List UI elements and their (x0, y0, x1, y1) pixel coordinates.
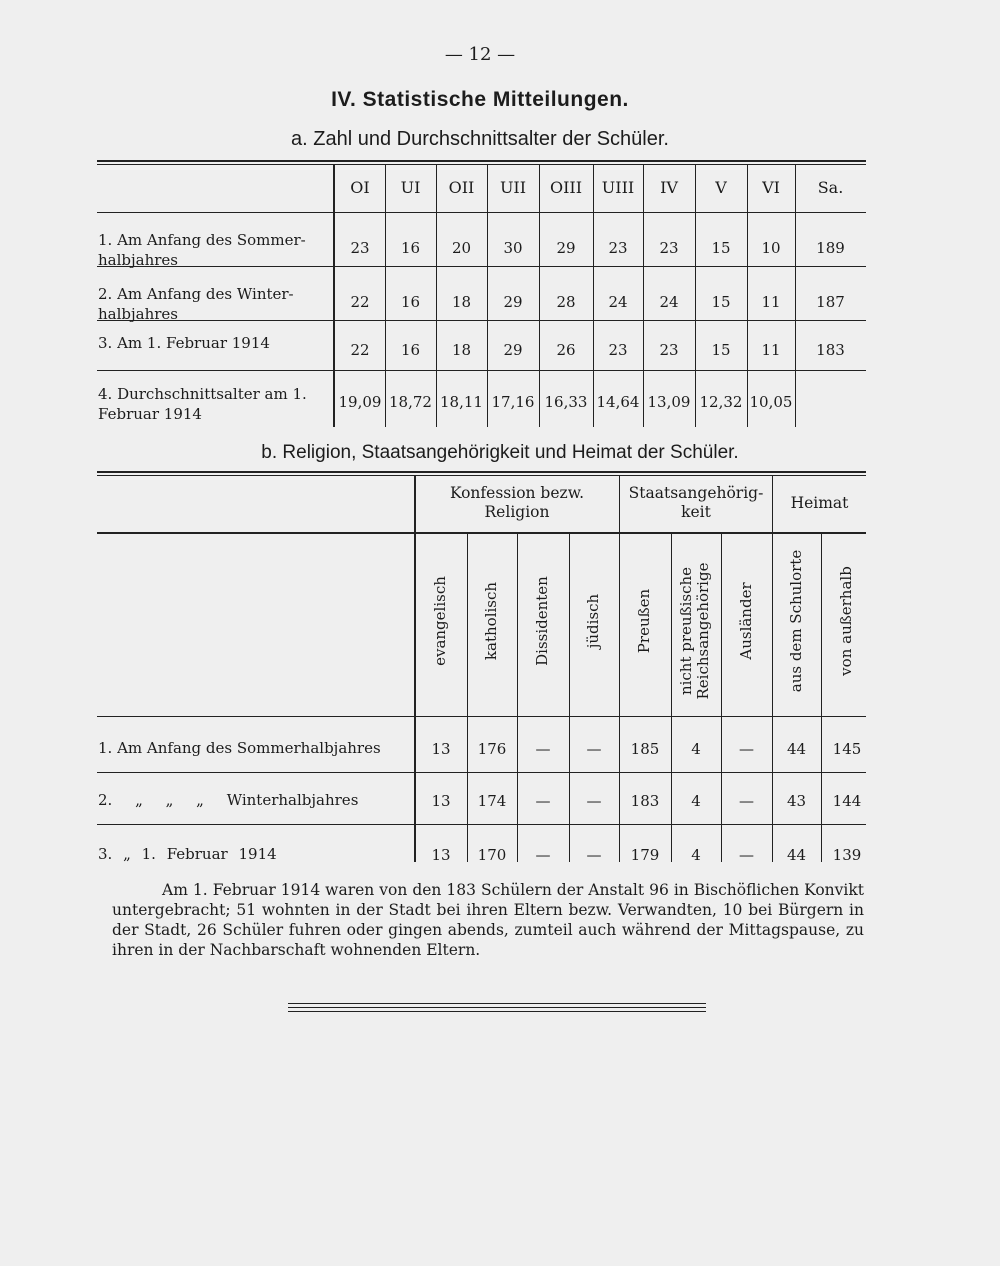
table-a-column-header: UII (499, 178, 527, 197)
bottom-rule-third (288, 1011, 706, 1012)
table-a-cell: 12,32 (699, 393, 743, 411)
table-b-cell: — (586, 740, 602, 758)
table-b-row-label: 3. „ 1. Februar 1914 (98, 845, 277, 863)
table-a-cell: 23 (659, 341, 679, 359)
table-a-column-header: OI (350, 178, 370, 197)
table-b-column-header: katholisch (482, 581, 500, 661)
table-a-cell: 23 (608, 239, 628, 257)
table-b-col-divider (569, 534, 570, 862)
table-a-cell: 20 (451, 239, 472, 257)
table-b-column-header: jüdisch (584, 593, 602, 649)
summary-paragraph (112, 880, 864, 960)
table-a-cell: 30 (503, 239, 523, 257)
table-a-cell: 29 (503, 293, 523, 311)
table-a-cell: 24 (659, 293, 679, 311)
table-a-cell: 22 (350, 293, 370, 311)
table-a-cell: 18,72 (389, 393, 432, 411)
table-b-column-header: evangelisch (431, 576, 449, 666)
table-b-col-divider (467, 534, 468, 862)
table-a-cell: 28 (556, 293, 576, 311)
table-a-cell: 16,33 (544, 393, 588, 411)
table-a-cell: 189 (816, 239, 845, 257)
table-b-column-header: aus dem Schulorte (786, 549, 805, 693)
table-b-row-label: 1. Am Anfang des Sommerhalbjahres (98, 739, 381, 757)
table-a-cell: 10,05 (749, 393, 793, 411)
bottom-rule-top (288, 1003, 706, 1004)
table-b-column-header: Preußen (635, 588, 653, 654)
table-a-title: a. Zahl und Durchschnittsalter der Schüler. (291, 128, 669, 150)
table-b-cell: 4 (691, 740, 701, 758)
table-b-title: b. Religion, Staatsangehörigkeit und Heimat der Schüler. (261, 442, 739, 463)
table-b-col-divider (671, 534, 672, 862)
table-a-row-label: 3. Am 1. Februar 1914 (98, 334, 270, 352)
table-a-cell: 15 (711, 341, 731, 359)
table-b-cell: 170 (477, 846, 507, 864)
table-b-group-header: Staatsangehörig-keit (628, 484, 764, 521)
table-a-cell: 23 (350, 239, 370, 257)
table-a-cell: 187 (816, 293, 845, 311)
table-b-cell: — (535, 740, 551, 758)
table-b-cell: 13 (431, 792, 451, 810)
section-title: IV. Statistische Mitteilungen. (331, 88, 629, 111)
table-a-column-header: UI (400, 178, 421, 197)
table-a-row-label: 4. Durchschnittsalter am 1. Februar 1914 (98, 385, 307, 423)
summary-text: Am 1. Februar 1914 waren von den 183 Schülern der Anstalt 96 in Bischöflichen Konvikt untergebracht; 51 wohnten in der Stadt bei ihren Eltern bezw. Verwandten, 10 bei Bürgern in der Stadt, 26 Schüler fuhren oder gingen abends, zumteil auch während der Mittagspause, zu ihren in der Nachbarschaft wohnenden Eltern. (112, 881, 864, 959)
table-b-cell: 145 (832, 740, 862, 758)
table-b-col-divider (721, 534, 722, 862)
table-a-cell: 26 (556, 341, 576, 359)
table-b-cell: 44 (786, 740, 807, 758)
table-a-cell: 23 (659, 239, 679, 257)
table-a-cell: 15 (711, 239, 731, 257)
table-b-cell: 144 (832, 792, 862, 810)
table-a-column-header: V (715, 178, 727, 197)
table-a-cell: 18 (451, 293, 472, 311)
table-b-group-header: Heimat (790, 494, 849, 512)
table-b-cell: 4 (691, 846, 701, 864)
table-a-column-header: IV (660, 178, 678, 197)
table-b-cell: — (739, 740, 754, 758)
table-b-cell: 44 (786, 846, 807, 864)
table-b-cell: 139 (832, 846, 862, 864)
table-a-cell: 16 (400, 293, 421, 311)
table-a-cell: 16 (400, 341, 421, 359)
table-a-row-label: 1. Am Anfang des Sommer-halbjahres (98, 231, 306, 269)
table-a-cell: 14,64 (596, 393, 640, 411)
table-b-column-header: Ausländer (736, 582, 755, 660)
table-a-cell: 11 (761, 293, 781, 311)
table-a-cell: 29 (503, 341, 523, 359)
table-a-cell: 13,09 (647, 393, 691, 411)
table-b-column-header: nicht preußische Reichsangehörige (677, 562, 712, 700)
table-a-column-header: OII (448, 178, 475, 197)
table-a-cell: 19,09 (338, 393, 382, 411)
table-a-cell: 18 (451, 341, 472, 359)
table-a-cell: 24 (608, 293, 628, 311)
table-a-column-header: Sa. (817, 178, 844, 197)
table-b-group-header: Konfession bezw. Religion (449, 484, 585, 521)
table-b-cell: — (586, 792, 602, 810)
table-b-column-header: von außerhalb (837, 566, 855, 676)
table-a-column-header: OIII (549, 178, 583, 197)
table-b-cell: — (739, 846, 754, 864)
table-b-cell: 13 (431, 740, 451, 758)
table-b-cell: 4 (691, 792, 701, 810)
table-b-cell: 43 (786, 792, 807, 810)
table-b-cell: — (586, 846, 602, 864)
table-a-row-label: 2. Am Anfang des Winter-halbjahres (98, 285, 294, 323)
table-b-cell: — (739, 792, 754, 810)
table-b-cell: — (535, 792, 551, 810)
table-a-cell: 15 (711, 293, 731, 311)
table-b-cell: 185 (630, 740, 660, 758)
table-a-cell: 23 (608, 341, 628, 359)
table-a-cell: 18,11 (440, 393, 483, 411)
table-b-cell: 176 (477, 740, 507, 758)
bottom-rule-bottom (288, 1007, 706, 1008)
page-number: — 12 — (444, 44, 516, 65)
table-a-cell: 183 (816, 341, 845, 359)
table-b-row-label: 2. „ „ „ Winterhalbjahres (98, 791, 359, 809)
table-b-col-divider (821, 534, 822, 862)
table-a-column-header: UIII (601, 178, 635, 197)
table-a-cell: 22 (350, 341, 370, 359)
table-a-cell: 16 (400, 239, 421, 257)
table-b-cell: 13 (431, 846, 451, 864)
table-a-cell: 29 (556, 239, 576, 257)
table-a-cell: 11 (761, 341, 781, 359)
table-b-col-divider (517, 534, 518, 862)
table-b-cell: — (535, 846, 551, 864)
table-a-cell: 10 (761, 239, 781, 257)
table-a-column-header: VI (762, 178, 780, 197)
table-a-cell: 17,16 (491, 393, 535, 411)
table-b-cell: 183 (630, 792, 660, 810)
table-b-cell: 174 (477, 792, 507, 810)
table-b-column-header: Dissidenten (533, 576, 551, 666)
table-b-cell: 179 (630, 846, 660, 864)
